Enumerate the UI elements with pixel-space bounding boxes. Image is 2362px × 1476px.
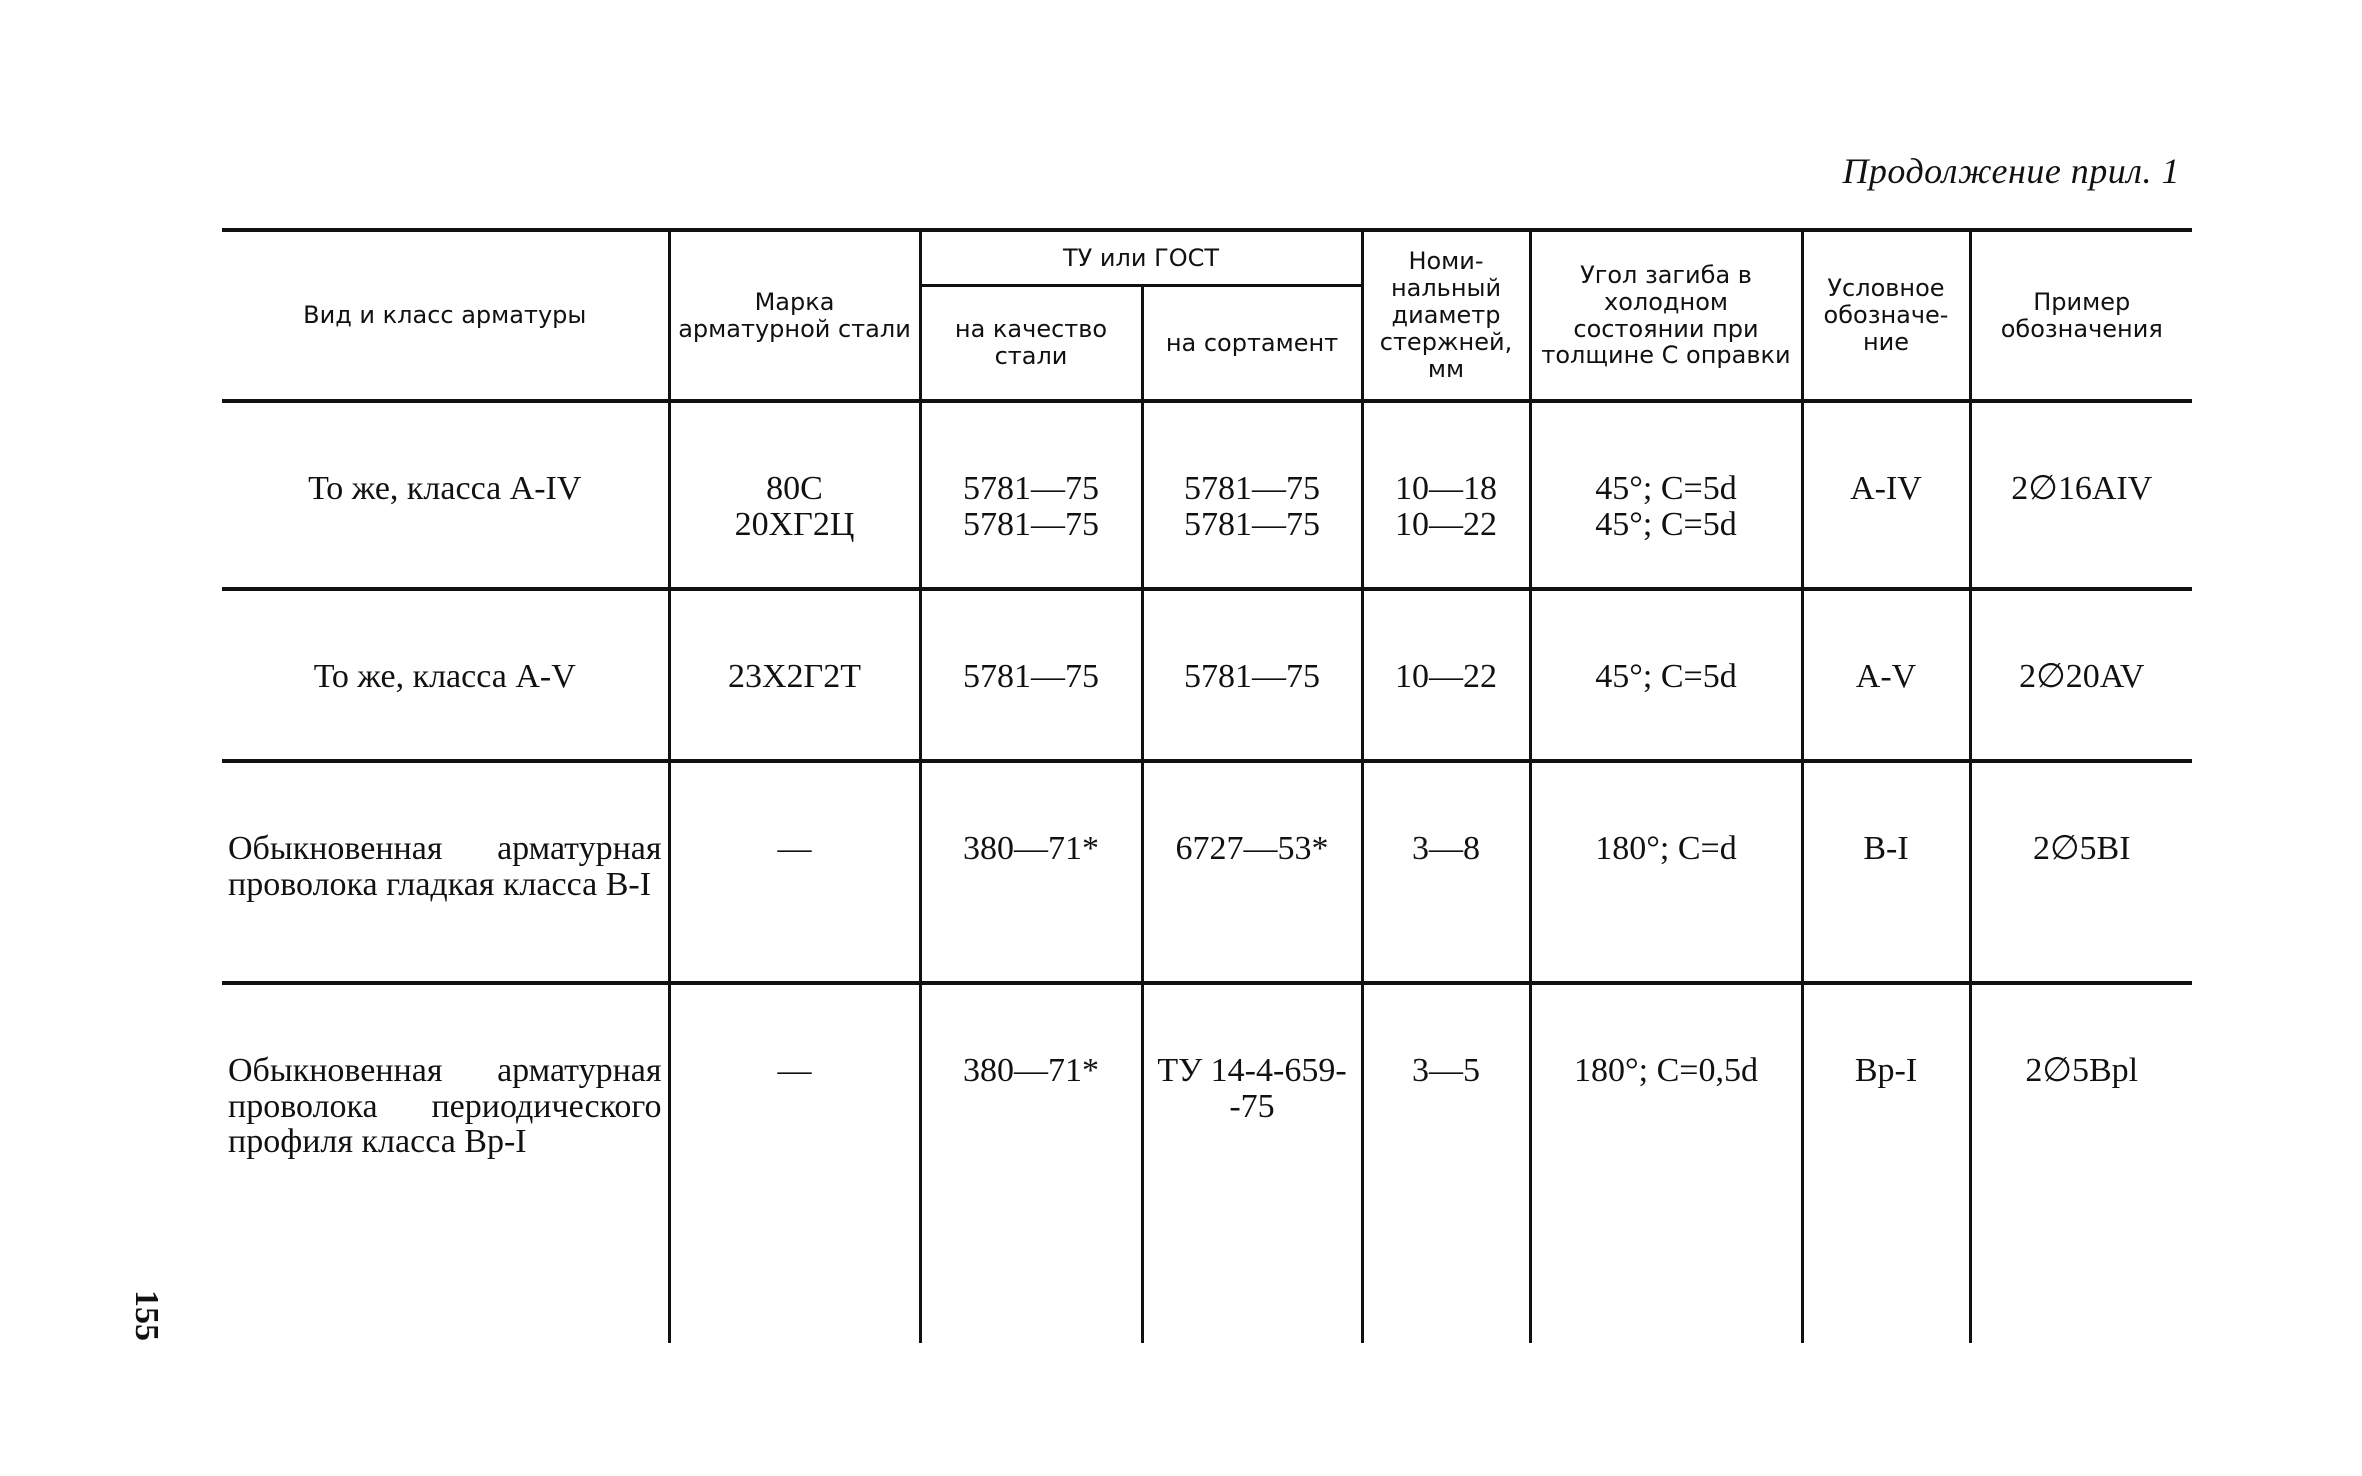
header-tu-assortment: на сортамент xyxy=(1142,286,1362,402)
cell-tu-assortment xyxy=(1142,983,1362,1343)
table-row xyxy=(222,761,2192,983)
cell-tu-quality xyxy=(920,983,1142,1343)
cell-line: 180°; С=d xyxy=(1595,830,1737,867)
cell-line: 5781—75 xyxy=(1184,470,1320,507)
cell-tu-assortment xyxy=(1142,401,1362,589)
header-bend-angle: Угол загиба в холодном состоянии при толщине С оправки xyxy=(1530,230,1802,401)
cell-line: 10—18 xyxy=(1395,470,1497,507)
cell-line: 10—22 xyxy=(1395,505,1497,543)
cell-line: 80С xyxy=(766,470,823,507)
cell-designation: В-I xyxy=(1802,761,1970,983)
cell-bend-angle xyxy=(1530,761,1802,983)
cell-bend-angle xyxy=(1530,589,1802,761)
cell-tu-quality xyxy=(920,401,1142,589)
cell-designation: Вр-I xyxy=(1802,983,1970,1343)
cell-line: 5781—75 xyxy=(1184,505,1320,543)
cell-diameter xyxy=(1362,401,1530,589)
cell-steel-grade xyxy=(669,589,920,761)
cell-line: 380—71* xyxy=(963,830,1099,867)
cell-line: -75 xyxy=(1229,1087,1275,1125)
cell-line: 20ХГ2Ц xyxy=(734,505,855,543)
cell-tu-quality xyxy=(920,589,1142,761)
cell-kind: То же, класса А-V xyxy=(222,589,669,761)
cell-designation: А-IV xyxy=(1802,401,1970,589)
cell-tu-assortment xyxy=(1142,589,1362,761)
table-row xyxy=(222,983,2192,1343)
cell-steel-grade xyxy=(669,761,920,983)
header-tu-quality: на качество стали xyxy=(920,286,1142,402)
cell-line: 3—5 xyxy=(1412,1052,1480,1089)
cell-steel-grade xyxy=(669,401,920,589)
cell-bend-angle xyxy=(1530,983,1802,1343)
cell-line: 45°; С=5d xyxy=(1595,470,1737,507)
header-tu-gost: ТУ или ГОСТ xyxy=(920,230,1362,286)
cell-kind: Обыкновенная арматурная проволока гладкая класса В-I xyxy=(222,761,669,983)
cell-line: 180°; С=0,5d xyxy=(1574,1052,1758,1089)
cell-example: 2∅16AIV xyxy=(1970,401,2192,589)
cell-line: 6727—53* xyxy=(1175,830,1329,867)
cell-line: 5781—75 xyxy=(1184,658,1320,695)
cell-tu-quality xyxy=(920,761,1142,983)
cell-line: ТУ 14-4-659- xyxy=(1157,1052,1347,1089)
cell-example: 2∅5Bpl xyxy=(1970,983,2192,1343)
cell-line: 5781—75 xyxy=(963,505,1099,543)
cell-kind: То же, класса А-IV xyxy=(222,401,669,589)
cell-example: 2∅20AV xyxy=(1970,589,2192,761)
header-designation: Условное обозначе-ние xyxy=(1802,230,1970,401)
cell-designation: А-V xyxy=(1802,589,1970,761)
cell-diameter xyxy=(1362,761,1530,983)
cell-example: 2∅5BI xyxy=(1970,761,2192,983)
cell-line: 380—71* xyxy=(963,1052,1099,1089)
continuation-label: Продолжение прил. 1 xyxy=(1842,151,2180,191)
cell-line: 10—22 xyxy=(1395,658,1497,695)
cell-line: 45°; С=5d xyxy=(1595,505,1737,543)
cell-line: 23Х2Г2Т xyxy=(728,658,861,695)
table-row xyxy=(222,589,2192,761)
header-diameter: Номи-нальный диаметр стержней, мм xyxy=(1362,230,1530,401)
cell-line: 5781—75 xyxy=(963,470,1099,507)
cell-steel-grade xyxy=(669,983,920,1343)
cell-diameter xyxy=(1362,589,1530,761)
cell-line: — xyxy=(777,830,812,867)
header-example: Пример обозначения xyxy=(1970,230,2192,401)
header-kind: Вид и класс арматуры xyxy=(222,230,669,401)
cell-line: 3—8 xyxy=(1412,830,1480,867)
cell-line: — xyxy=(777,1052,812,1089)
cell-kind: Обыкновенная арматурная проволока периодического профиля класса Вр-I xyxy=(222,983,669,1343)
cell-bend-angle xyxy=(1530,401,1802,589)
cell-tu-assortment xyxy=(1142,761,1362,983)
cell-line: 5781—75 xyxy=(963,658,1099,695)
cell-line: 45°; С=5d xyxy=(1595,658,1737,695)
header-row xyxy=(222,230,2192,286)
table-row xyxy=(222,401,2192,589)
cell-diameter xyxy=(1362,983,1530,1343)
page-number: 155 xyxy=(128,1290,165,1341)
header-steel-grade: Марка арматурной стали xyxy=(669,230,920,401)
reinforcement-table xyxy=(222,228,2192,1343)
